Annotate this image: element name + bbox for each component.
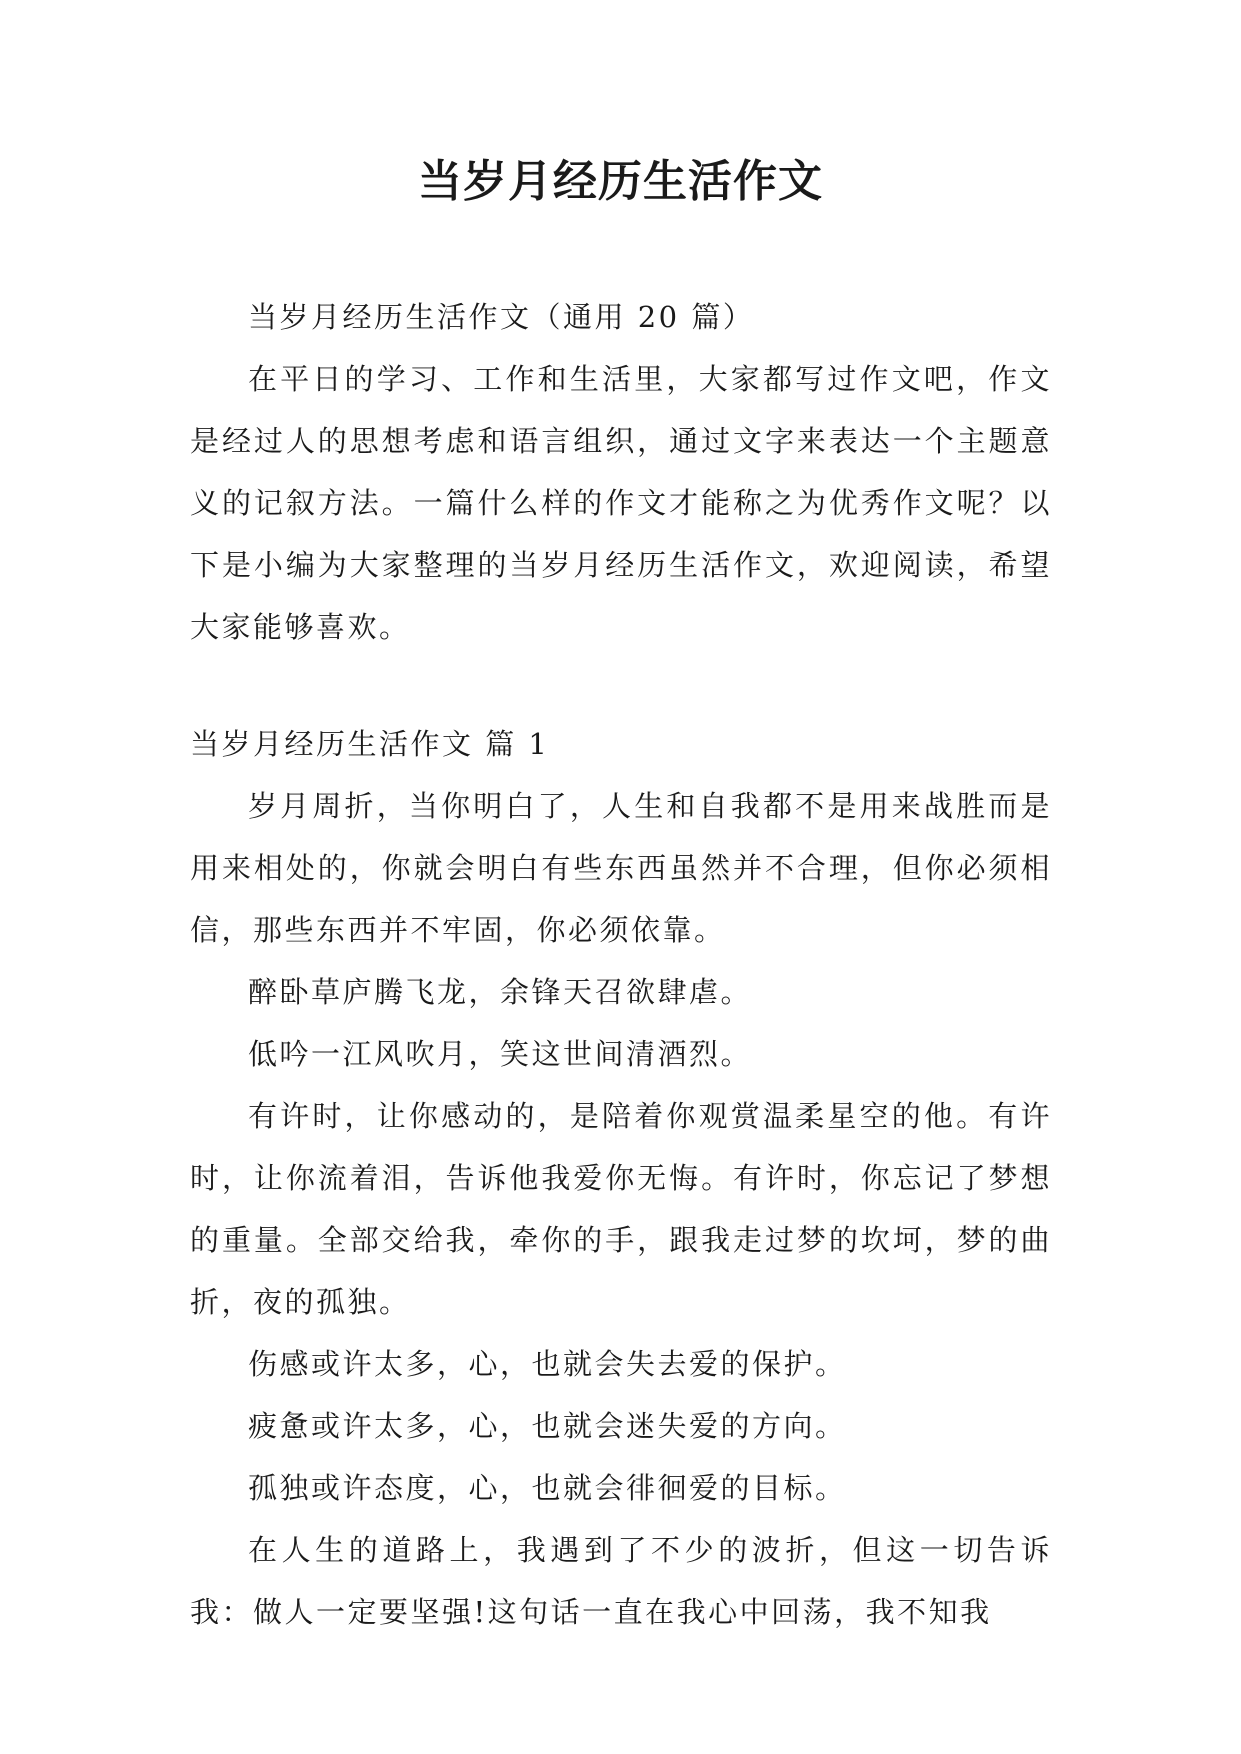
intro-paragraph: 在平日的学习、工作和生活里，大家都写过作文吧，作文是经过人的思想考虑和语言组织，通过文字来表达一个主题意义的记叙方法。一篇什么样的作文才能称之为优秀作文呢？以下是小编为大家整理的当岁月经历生活作文，欢迎阅读，希望大家能够喜欢。: [190, 362, 1052, 644]
body-paragraph: 低吟一江风吹月，笑这世间清酒烈。: [248, 1037, 753, 1071]
body-paragraph: 醉卧草庐腾飞龙，余锋天召欲肆虐。: [248, 975, 753, 1009]
body-paragraph: 孤独或许态度，心，也就会徘徊爱的目标。: [248, 1471, 847, 1505]
body-paragraph: 疲惫或许太多，心，也就会迷失爱的方向。: [248, 1409, 847, 1443]
document-title: 当岁月经历生活作文: [418, 156, 823, 207]
body-paragraph: 有许时，让你感动的，是陪着你观赏温柔星空的他。有许时，让你流着泪，告诉他我爱你无悔。有许时，你忘记了梦想的重量。全部交给我，牵你的手，跟我走过梦的坎坷，梦的曲折，夜的孤独。: [190, 1099, 1052, 1319]
body-paragraph: 伤感或许太多，心，也就会失去爱的保护。: [248, 1347, 847, 1381]
document-subtitle: 当岁月经历生活作文（通用 20 篇）: [248, 300, 755, 334]
section-heading: 当岁月经历生活作文 篇 1: [190, 727, 550, 761]
body-paragraph: 在人生的道路上，我遇到了不少的波折，但这一切告诉我：做人一定要坚强!这句话一直在我心中回荡，我不知我: [190, 1533, 1052, 1629]
body-paragraph: 岁月周折，当你明白了，人生和自我都不是用来战胜而是用来相处的，你就会明白有些东西虽然并不合理，但你必须相信，那些东西并不牢固，你必须依靠。: [190, 789, 1052, 947]
document-body: [190, 286, 1052, 1643]
